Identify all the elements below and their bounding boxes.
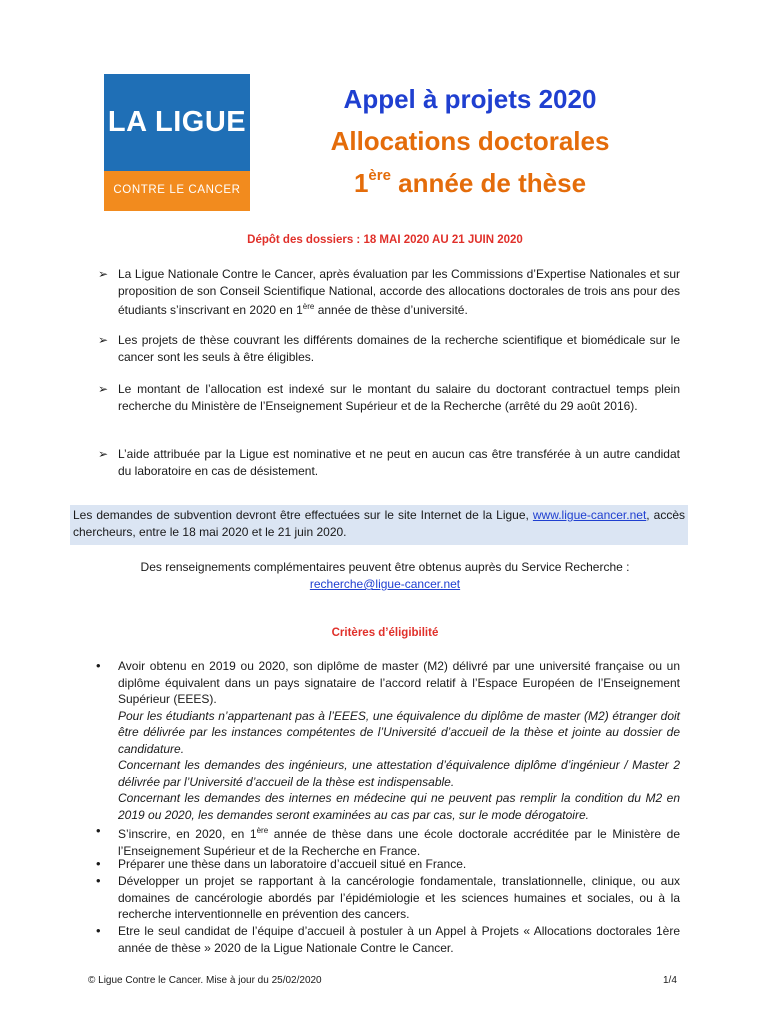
point-3: Le montant de l’allocation est indexé sur le montant du salaire du doctorant contractuel temps plein recherche du Ministère de l’Enseignement Supérieur et de la Recherche (arrêté du 29 août 2016). [118, 382, 680, 413]
title-line-2: Allocations doctorales [330, 126, 610, 156]
ligue-logo [104, 74, 250, 211]
arrow-bullet-icon: ➢ [98, 267, 109, 281]
bullet-icon: • [96, 823, 101, 838]
point-1: La Ligue Nationale Contre le Cancer, après évaluation par les Commissions d’Expertise Nationales et sur proposition de son Conseil Scientifique National, accorde des allocations doctorales de trois ans pour des étudiants s’inscrivant en 2020 en 1ère année de thèse d’université. [118, 267, 680, 317]
bullet-icon: • [96, 923, 101, 938]
criterion-5: Etre le seul candidat de l’équipe d’accueil à postuler à un Appel à Projets « Allocations doctorales 1ère année de thèse » 2020 de la Ligue Nationale Contre le Cancer. [118, 924, 680, 955]
criteria-title: Critères d’éligibilité [331, 627, 439, 639]
title-line-3: 1ère année de thèse [353, 167, 587, 198]
point-2: Les projets de thèse couvrant les différents domaines de la recherche scientifique et biomédicale sur le cancer sont les seuls à être éligibles. [118, 333, 680, 364]
info-text: Des renseignements complémentaires peuvent être obtenus auprès du Service Recherche : [140, 560, 630, 574]
arrow-bullet-icon: ➢ [98, 447, 109, 461]
arrow-bullet-icon: ➢ [98, 382, 109, 396]
application-text: Les demandes de subvention devront être effectuées sur le site Internet de la Ligue, www.ligue-cancer.net, accès chercheurs, entre le 18 mai 2020 et le 21 juin 2020. [73, 508, 685, 539]
logo-name: LA LIGUE [107, 106, 247, 138]
logo-subtitle: CONTRE LE CANCER [113, 184, 241, 196]
page-number: 1/4 [663, 975, 677, 986]
criterion-2: S’inscrire, en 2020, en 1ère année de thèse dans une école doctorale accréditée par le Ministère de l’Enseignement Supérieur et de la Recherche en France. [118, 826, 680, 858]
bullet-icon: • [96, 873, 101, 888]
criterion-4: Développer un projet se rapportant à la cancérologie fondamentale, translationnelle, clinique, ou aux domaines de cancérologie abordés par l’épidémiologie et les sciences humaines et sociales, ou à la recherche interventionnelle en prévention des cancers. [118, 874, 680, 921]
email-link[interactable]: recherche@ligue-cancer.net [309, 577, 461, 591]
website-link[interactable]: www.ligue-cancer.net [532, 508, 647, 522]
footer-copyright: © Ligue Contre le Cancer. Mise à jour du 25/02/2020 [88, 975, 322, 986]
email-line [80, 575, 690, 593]
arrow-bullet-icon: ➢ [98, 333, 109, 347]
point-4: L’aide attribuée par la Ligue est nominative et ne peut en aucun cas être transférée à un autre candidat du laboratoire en cas de désistement. [118, 447, 680, 478]
criterion-1: Avoir obtenu en 2019 ou 2020, son diplôme de master (M2) délivré par une université française ou un diplôme équivalent dans un pays signataire de l’accord relatif à l’Espace Européen de l’Enseignement Supérieur (EEES). Pour les étudiants n’appartenant pas à l’EEES, une équivalence du diplôme de master (M2) étranger doit être délivrée par les instances compétentes de l’Université d’accueil de la thèse et jointe au dossier de candidature. Concernant les demandes des ingénieurs, une attestation d’équivalence diplôme d’ingénieur / Master 2 délivrée par l’Université d’accueil de la thèse est indispensable. Concernant les demandes des internes en médecine qui ne peuvent pas remplir la condition du M2 en 2019 ou 2020, les demandes seront examinées au cas par cas, sur le mode dérogatoire. [118, 659, 680, 822]
bullet-icon: • [96, 856, 101, 871]
deposit-dates: Dépôt des dossiers : 18 MAI 2020 AU 21 JUIN 2020 [247, 234, 523, 246]
bullet-icon: • [96, 658, 101, 673]
title-line-1: Appel à projets 2020 [343, 84, 597, 114]
criterion-3: Préparer une thèse dans un laboratoire d’accueil situé en France. [118, 857, 467, 871]
